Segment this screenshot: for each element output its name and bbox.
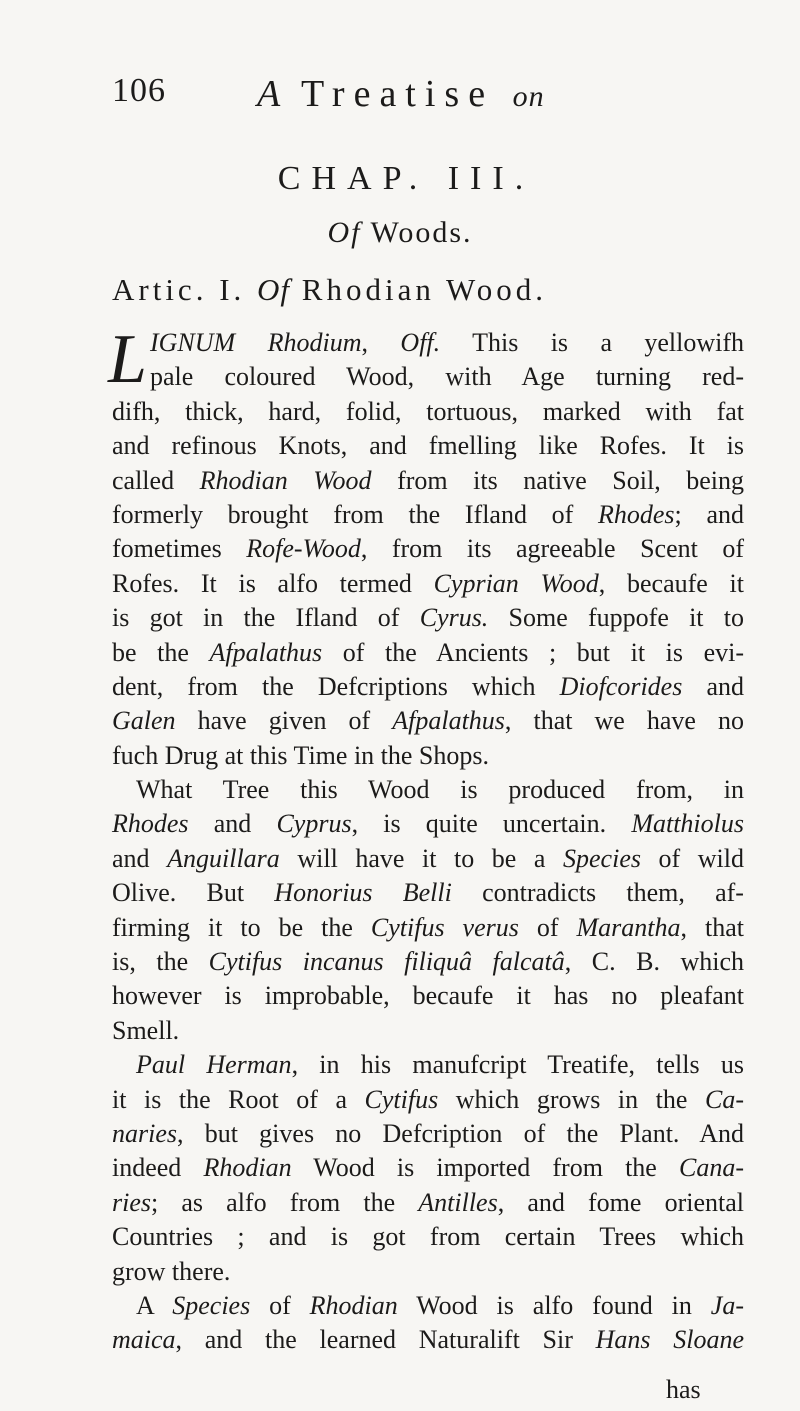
italic-text: Galen: [112, 706, 176, 736]
article-title: Rhodian Wood.: [301, 272, 548, 307]
italic-text: Marantha: [576, 912, 681, 942]
text-run: ; as alfo from the: [151, 1187, 419, 1217]
italic-text: Species: [563, 843, 641, 873]
text-run: and: [682, 671, 744, 701]
text-run: it is the Root of a: [112, 1084, 365, 1114]
text-run: [235, 328, 267, 357]
text-run: formerly brought from the Ifland of: [112, 499, 598, 529]
text-line: [112, 636, 744, 670]
italic-text: IGNUM: [150, 328, 236, 357]
text-run: of: [518, 912, 577, 942]
text-line: [112, 567, 744, 601]
section-heading: [0, 216, 800, 250]
text-run: fometimes: [112, 534, 247, 564]
running-title-on: on: [512, 80, 545, 113]
text-line: [112, 429, 744, 463]
text-run: firming it to be the: [112, 912, 371, 942]
text-run: called: [112, 465, 200, 495]
italic-text: Rhodian: [203, 1153, 292, 1183]
drop-cap: L: [108, 321, 147, 398]
text-run: be the: [112, 637, 210, 667]
text-run: , that: [680, 912, 744, 942]
text-run: will have it to be a: [279, 843, 564, 873]
text-run: , and the learned Naturalift Sir: [175, 1325, 596, 1355]
text-run: and: [188, 809, 277, 839]
text-line: [112, 876, 744, 910]
text-line: [112, 464, 744, 498]
italic-text: Ja-: [710, 1290, 744, 1320]
text-line: [112, 498, 744, 532]
text-run: , but gives no Defcription of the Plant. And: [177, 1118, 744, 1148]
text-run: have given of: [175, 706, 393, 736]
text-line: [112, 911, 744, 945]
text-line: [112, 807, 744, 841]
text-run: A: [136, 1290, 173, 1320]
italic-text: Afpalathus: [209, 637, 323, 667]
text-line: [112, 704, 744, 738]
text-run: grow there.: [112, 1256, 231, 1286]
text-line: [112, 979, 744, 1013]
page-number: 106: [112, 72, 166, 109]
text-run: , in his manufcript Treatife, tells us: [291, 1050, 744, 1080]
italic-text: Diofcorides: [559, 671, 683, 701]
italic-text: Antilles: [418, 1187, 498, 1217]
text-line: [112, 773, 744, 807]
italic-text: Paul Herman: [136, 1050, 292, 1080]
italic-text: Cytifus: [364, 1084, 439, 1114]
text-line: [112, 842, 744, 876]
italic-text: Rhodium: [267, 328, 362, 357]
text-line: [112, 1255, 744, 1289]
body-text: [108, 321, 745, 1358]
text-run: , C. B. which: [564, 947, 744, 977]
text-line: [112, 1083, 744, 1117]
text-run: , from its agreeable Scent of: [360, 534, 744, 564]
text-run: Smell.: [112, 1015, 180, 1045]
italic-text: Rhodes: [112, 809, 189, 839]
italic-text: Ca-: [704, 1084, 744, 1114]
article-heading: [112, 272, 752, 308]
text-run: which grows in the: [438, 1084, 705, 1114]
text-run: however is improbable, becaufe it has no pleafant: [112, 981, 744, 1011]
text-run: , and fome oriental: [497, 1187, 744, 1217]
text-line: [112, 1323, 744, 1357]
italic-text: Rofe-Wood: [246, 534, 361, 564]
italic-text: Cyrus.: [419, 603, 489, 633]
text-line: [112, 1186, 744, 1220]
text-run: indeed: [112, 1153, 204, 1183]
text-run: ,: [361, 328, 401, 357]
text-run: dent, from the Defcriptions which: [112, 671, 560, 701]
text-line: [112, 601, 744, 635]
italic-text: Rhodian Wood: [199, 465, 372, 495]
italic-text: Cytifus verus: [370, 912, 519, 942]
text-run: Wood is alfo found in: [397, 1290, 711, 1320]
text-run: Rofes. It is alfo termed: [112, 568, 434, 598]
running-head: [112, 72, 742, 122]
text-run: Wood is imported from the: [291, 1153, 679, 1183]
text-run: difh, thick, hard, folid, tortuous, marked with fat: [112, 396, 744, 426]
text-line: [112, 945, 744, 979]
italic-text: Rhodes: [598, 499, 675, 529]
text-line: [112, 1048, 744, 1082]
italic-text: Honorius Belli: [274, 878, 452, 908]
text-run: pale coloured Wood, with Age turning red-: [150, 362, 744, 392]
text-line: [112, 532, 744, 566]
text-run: from its native Soil, being: [371, 465, 744, 495]
text-run: of wild: [640, 843, 744, 873]
text-line: [112, 1151, 744, 1185]
section-heading-title: Woods.: [370, 216, 473, 249]
text-run: is got in the Ifland of: [112, 603, 420, 633]
text-run: , that we have no: [504, 706, 744, 736]
text-run: What Tree this Wood is produced from, in: [136, 775, 744, 805]
text-run: ; and: [674, 499, 744, 529]
text-line: [112, 1117, 744, 1151]
running-title-word: Treatise: [301, 73, 495, 115]
text-run: of the Ancients ; but it is evi-: [322, 637, 744, 667]
italic-text: Afpalathus: [392, 706, 505, 736]
italic-text: Matthiolus: [631, 809, 744, 839]
text-run: of: [250, 1290, 310, 1320]
text-run: Some fuppofe it to: [488, 603, 744, 633]
running-title-article: A: [257, 73, 284, 115]
text-run: contradicts them, af-: [451, 878, 744, 908]
chapter-heading: CHAP. III.: [277, 160, 535, 197]
text-line: [112, 670, 744, 704]
text-run: This is a yellowifh: [440, 328, 745, 357]
text-line: [112, 1014, 744, 1048]
italic-text: Species: [172, 1290, 251, 1320]
text-line: [112, 739, 744, 773]
italic-text: Anguillara: [167, 843, 280, 873]
italic-text: Rhodian: [309, 1290, 398, 1320]
italic-text: Cytifus incanus filiquâ falcatâ: [208, 947, 565, 977]
text-run: and refinous Knots, and fmelling like Rofes. It is: [112, 431, 744, 461]
text-line: [112, 395, 744, 429]
text-run: fuch Drug at this Time in the Shops.: [112, 740, 490, 770]
italic-text: Cana-: [679, 1153, 744, 1183]
italic-text: Cyprian Wood: [433, 568, 599, 598]
text-run: and: [112, 843, 168, 873]
text-run: , becaufe it: [598, 568, 744, 598]
italic-text: maica: [112, 1325, 176, 1355]
italic-text: Hans Sloane: [595, 1325, 744, 1355]
catchword: has: [666, 1375, 701, 1404]
italic-text: naries: [112, 1118, 177, 1148]
article-of: Of: [257, 272, 291, 307]
text-run: Countries ; and is got from certain Trees which: [112, 1222, 744, 1252]
text-line: [112, 1220, 744, 1254]
text-run: is, the: [112, 947, 209, 977]
article-prefix: Artic. I.: [112, 272, 246, 307]
italic-text: Cyprus: [276, 809, 352, 839]
italic-text: Off.: [400, 328, 441, 357]
text-run: , is quite uncertain.: [351, 809, 632, 839]
text-line: [112, 1289, 744, 1323]
section-heading-of: Of: [327, 216, 362, 249]
text-line: [112, 360, 744, 394]
running-title: [257, 72, 545, 116]
text-run: Olive. But: [112, 878, 275, 908]
italic-text: ries: [112, 1187, 151, 1217]
